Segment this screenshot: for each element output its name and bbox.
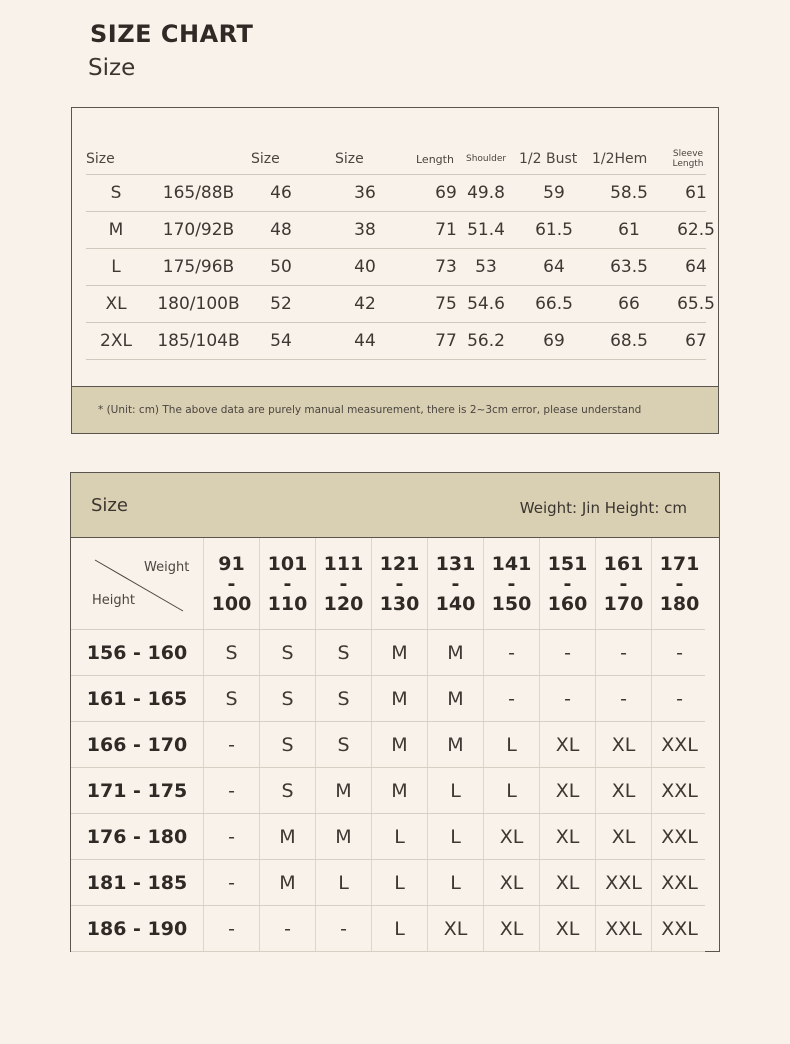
- size-cell: XXL: [595, 860, 651, 905]
- size-cell: L: [483, 768, 539, 813]
- weight-range-max: 160: [547, 592, 588, 615]
- size-cell: XL: [539, 814, 595, 859]
- weight-range-min: 111: [323, 552, 364, 575]
- weight-header-row: [71, 538, 705, 630]
- measurement-cell-height-bust: 165/88B: [162, 183, 235, 203]
- size-cell: XL: [483, 860, 539, 905]
- measurement-cell-size: L: [111, 257, 121, 277]
- measurement-cell-size: S: [110, 183, 122, 203]
- size-cell: -: [595, 630, 651, 675]
- header-sleeve-length: Sleeve Length: [672, 149, 704, 169]
- size-cell: S: [315, 630, 371, 675]
- measurement-row: [86, 323, 706, 360]
- size-cell: S: [203, 676, 259, 721]
- size-cell: -: [203, 814, 259, 859]
- size-cell: -: [483, 630, 539, 675]
- size-cell: S: [203, 630, 259, 675]
- size-cell: M: [315, 814, 371, 859]
- weight-range-dash: -: [451, 572, 460, 595]
- size-cell: L: [427, 860, 483, 905]
- size-cell: XL: [427, 906, 483, 951]
- weight-range-max: 110: [267, 592, 308, 615]
- size-cell: M: [427, 676, 483, 721]
- weight-range-min: 151: [547, 552, 588, 575]
- header-size-1: Size: [86, 151, 115, 167]
- measurement-cell-size-b: 42: [354, 294, 376, 314]
- size-guide-label: Size: [91, 495, 128, 516]
- height-row: [71, 676, 705, 722]
- size-cell: -: [315, 906, 371, 951]
- weight-range-header: [539, 538, 595, 629]
- weight-range-max: 130: [379, 592, 420, 615]
- measurement-cell-length: 77: [435, 331, 457, 351]
- size-cell: XL: [595, 768, 651, 813]
- measurement-cell-height-bust: 185/104B: [157, 331, 240, 351]
- measurement-cell-height-bust: 170/92B: [162, 220, 235, 240]
- header-size-2: Size: [251, 151, 280, 167]
- measurement-cell-sleeve-length: 62.5: [677, 220, 715, 240]
- corner-cell: [71, 538, 203, 629]
- measurement-cell-size-a: 50: [270, 257, 292, 277]
- size-cell: XXL: [651, 768, 707, 813]
- measurement-cell-size-a: 54: [270, 331, 292, 351]
- weight-range-header: [315, 538, 371, 629]
- measurement-cell-height-bust: 180/100B: [157, 294, 240, 314]
- measurement-cell-sleeve-length: 64: [685, 257, 707, 277]
- corner-height-label: Height: [92, 593, 135, 608]
- size-guide-table: [70, 472, 720, 952]
- weight-range-header: [427, 538, 483, 629]
- measurement-row: [86, 212, 715, 249]
- weight-range-dash: -: [563, 572, 572, 595]
- measurement-cell-half-hem: 63.5: [610, 257, 648, 277]
- measurement-cell-size: 2XL: [100, 331, 132, 351]
- measurement-cell-size-b: 44: [354, 331, 376, 351]
- measurement-cell-size-b: 40: [354, 257, 376, 277]
- weight-range-header: [651, 538, 707, 629]
- size-cell: -: [651, 676, 707, 721]
- measurement-cell-sleeve-length: 61: [685, 183, 707, 203]
- height-row: [71, 860, 705, 906]
- weight-range-header: [371, 538, 427, 629]
- size-guide-band: [71, 473, 719, 538]
- height-range-label: 161 - 165: [86, 687, 188, 710]
- measurement-cell-half-hem: 61: [618, 220, 640, 240]
- measurement-table: [71, 107, 719, 434]
- size-cell: M: [427, 722, 483, 767]
- weight-range-min: 131: [435, 552, 476, 575]
- size-cell: XXL: [651, 906, 707, 951]
- weight-range-header: [483, 538, 539, 629]
- size-cell: XL: [539, 906, 595, 951]
- weight-range-min: 161: [603, 552, 644, 575]
- weight-range-max: 100: [211, 592, 252, 615]
- weight-range-dash: -: [339, 572, 348, 595]
- measurement-cell-sleeve-length: 65.5: [677, 294, 715, 314]
- size-cell: -: [539, 630, 595, 675]
- measurement-row: [86, 175, 706, 212]
- measurement-row: [86, 286, 715, 323]
- measurement-cell-shoulder: 49.8: [467, 183, 505, 203]
- measurement-cell-length: 75: [435, 294, 457, 314]
- weight-range-header: [203, 538, 259, 629]
- size-cell: L: [371, 906, 427, 951]
- weight-range-max: 180: [659, 592, 700, 615]
- measurement-body: [86, 175, 715, 360]
- measurement-cell-length: 73: [435, 257, 457, 277]
- size-cell: S: [259, 630, 315, 675]
- weight-range-dash: -: [227, 572, 236, 595]
- size-cell: L: [315, 860, 371, 905]
- size-cell: XXL: [651, 814, 707, 859]
- corner-weight-label: Weight: [144, 560, 190, 575]
- height-row: [71, 906, 705, 952]
- size-cell: XL: [539, 722, 595, 767]
- size-cell: -: [539, 676, 595, 721]
- weight-range-dash: -: [675, 572, 684, 595]
- height-range-label: 176 - 180: [86, 825, 188, 848]
- weight-range-header: [595, 538, 651, 629]
- size-cell: -: [203, 906, 259, 951]
- size-cell: L: [483, 722, 539, 767]
- measurement-header-row: [86, 144, 706, 175]
- size-cell: XL: [595, 814, 651, 859]
- measurement-cell-half-hem: 68.5: [610, 331, 648, 351]
- measurement-cell-length: 69: [435, 183, 457, 203]
- weight-range-min: 101: [267, 552, 308, 575]
- size-cell: M: [259, 814, 315, 859]
- size-cell: M: [315, 768, 371, 813]
- weight-range-max: 150: [491, 592, 532, 615]
- header-half-hem: 1/2Hem: [592, 151, 648, 167]
- size-guide-body: [71, 630, 705, 952]
- weight-range-dash: -: [283, 572, 292, 595]
- size-cell: -: [595, 676, 651, 721]
- measurement-grid: [86, 144, 715, 360]
- size-cell: M: [371, 630, 427, 675]
- size-cell: XL: [595, 722, 651, 767]
- size-guide-grid: [71, 538, 705, 952]
- weight-range-min: 121: [379, 552, 420, 575]
- header-half-bust: 1/2 Bust: [519, 151, 578, 167]
- measurement-cell-size-a: 52: [270, 294, 292, 314]
- measurement-cell-length: 71: [435, 220, 457, 240]
- weight-range-max: 120: [323, 592, 364, 615]
- height-row: [71, 630, 705, 676]
- measurement-cell-half-bust: 66.5: [535, 294, 573, 314]
- size-cell: M: [371, 722, 427, 767]
- header-size-3: Size: [335, 151, 364, 167]
- size-cell: S: [259, 722, 315, 767]
- size-cell: XL: [539, 768, 595, 813]
- measurement-cell-shoulder: 53: [475, 257, 497, 277]
- measurement-cell-shoulder: 56.2: [467, 331, 505, 351]
- size-cell: -: [651, 630, 707, 675]
- size-cell: L: [371, 860, 427, 905]
- weight-range-dash: -: [619, 572, 628, 595]
- size-cell: XL: [539, 860, 595, 905]
- height-range-label: 186 - 190: [86, 917, 188, 940]
- page-title: SIZE CHART: [90, 20, 254, 48]
- size-cell: S: [259, 676, 315, 721]
- weight-range-min: 91: [218, 552, 245, 575]
- size-guide-units: Weight: Jin Height: cm: [519, 499, 687, 517]
- size-cell: XL: [483, 814, 539, 859]
- measurement-cell-shoulder: 51.4: [467, 220, 505, 240]
- weight-range-max: 170: [603, 592, 644, 615]
- measurement-cell-size-b: 38: [354, 220, 376, 240]
- measurement-cell-shoulder: 54.6: [467, 294, 505, 314]
- height-range-label: 181 - 185: [86, 871, 188, 894]
- measurement-cell-half-bust: 61.5: [535, 220, 573, 240]
- size-cell: M: [259, 860, 315, 905]
- size-cell: -: [203, 768, 259, 813]
- weight-range-min: 171: [659, 552, 700, 575]
- size-cell: S: [315, 722, 371, 767]
- diagonal-line-icon: [71, 538, 203, 629]
- weight-range-dash: -: [507, 572, 516, 595]
- header-length: Length: [416, 152, 454, 166]
- measurement-cell-height-bust: 175/96B: [162, 257, 235, 277]
- height-row: [71, 768, 705, 814]
- size-cell: M: [371, 768, 427, 813]
- size-cell: L: [427, 814, 483, 859]
- size-cell: -: [203, 722, 259, 767]
- height-row: [71, 814, 705, 860]
- measurement-cell-half-hem: 66: [618, 294, 640, 314]
- weight-range-max: 140: [435, 592, 476, 615]
- size-cell: XL: [483, 906, 539, 951]
- header-shoulder: Shoulder: [466, 154, 507, 164]
- size-cell: S: [315, 676, 371, 721]
- size-cell: L: [371, 814, 427, 859]
- height-row: [71, 722, 705, 768]
- size-cell: -: [203, 860, 259, 905]
- weight-range-header: [259, 538, 315, 629]
- size-cell: XXL: [651, 860, 707, 905]
- height-range-label: 156 - 160: [86, 641, 188, 664]
- size-cell: XXL: [595, 906, 651, 951]
- size-cell: S: [259, 768, 315, 813]
- size-cell: L: [427, 768, 483, 813]
- height-range-label: 171 - 175: [86, 779, 188, 802]
- weight-range-dash: -: [395, 572, 404, 595]
- measurement-cell-size-a: 46: [270, 183, 292, 203]
- height-range-label: 166 - 170: [86, 733, 188, 756]
- size-cell: -: [259, 906, 315, 951]
- size-cell: M: [371, 676, 427, 721]
- measurement-cell-half-bust: 69: [543, 331, 565, 351]
- size-cell: -: [483, 676, 539, 721]
- measurement-cell-size-b: 36: [354, 183, 376, 203]
- measurement-cell-size: M: [108, 220, 124, 240]
- page-subtitle: Size: [88, 55, 136, 81]
- weight-range-min: 141: [491, 552, 532, 575]
- size-cell: M: [427, 630, 483, 675]
- size-cell: XXL: [651, 722, 707, 767]
- measurement-cell-half-bust: 64: [543, 257, 565, 277]
- measurement-note: * (Unit: cm) The above data are purely manual measurement, there is 2~3cm error, please understand: [72, 386, 718, 433]
- measurement-cell-size-a: 48: [270, 220, 292, 240]
- measurement-cell-sleeve-length: 67: [685, 331, 707, 351]
- measurement-cell-half-hem: 58.5: [610, 183, 648, 203]
- measurement-row: [86, 249, 706, 286]
- measurement-cell-size: XL: [105, 294, 127, 314]
- measurement-cell-half-bust: 59: [543, 183, 565, 203]
